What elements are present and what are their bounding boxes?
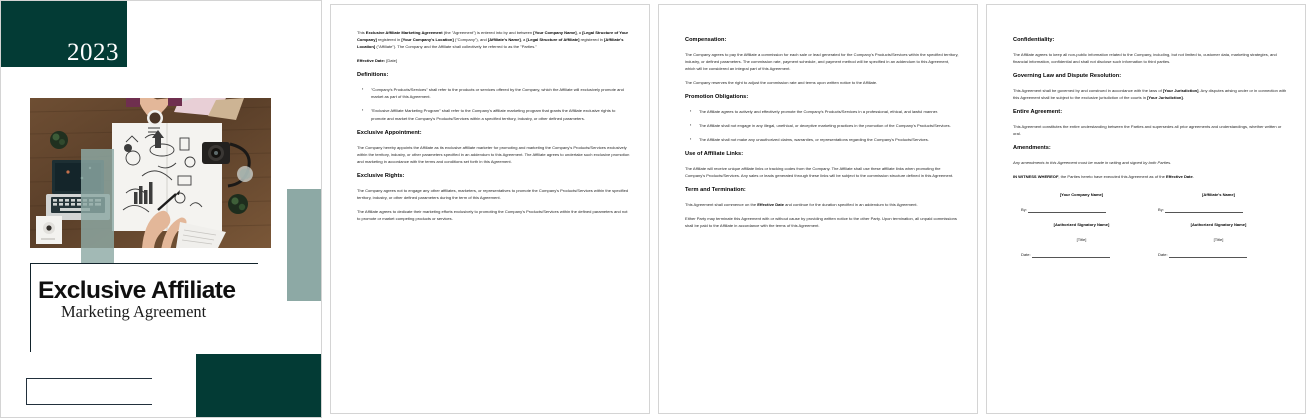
signature-by-line — [1013, 206, 1150, 213]
affiliate-links-body: The Affiliate will receive unique affiliate links or tracking codes from the Company. The Affiliate shall use these affiliate links when promoting the Company's Products/Services. Any sales or leads generated through these links will be subject to the commission structure defined in this Agreement. — [685, 166, 954, 179]
signature-by-line — [1150, 206, 1287, 213]
signature-authorized-name: [Authorized Signatory Name] — [1053, 222, 1110, 228]
list-item: ▪ "Exclusive Affiliate Marketing Program" shall refer to the Company's affiliate marketing program that grants the Affiliate exclusive rights to promote and market the Company's Products/Services within a specified territory, industry, or other defined parameters. — [366, 107, 631, 121]
witness-tail: . — [1192, 173, 1194, 179]
confidentiality-heading: Confidentiality: — [1013, 37, 1055, 43]
cover-photo — [30, 98, 271, 248]
page-4-content — [1013, 29, 1287, 258]
page-3 — [658, 4, 978, 414]
signature-title: [Title] — [1076, 237, 1087, 243]
witness-clause — [1013, 173, 1287, 180]
cover-sage-accent-overlay — [81, 149, 114, 264]
cover-year: 2023 — [67, 39, 119, 66]
exclusive-appointment-body: The Company hereby appoints the Affiliate as its exclusive affiliate marketer for promoting and marketing the Company's Products/Services exclusively within the territory, industry, or other parameters specified in an addendum to this Agreement. The Affiliate agrees to undertake such exclusive promotion and marketing in accordance with the terms and conditions set forth in this Agreement. — [357, 144, 630, 164]
signature-line[interactable] — [1165, 208, 1243, 213]
list-item: ▪ The Affiliate shall not make any unauthorized claims, warranties, or representations regarding the Company's Products/Services. — [694, 136, 959, 143]
compensation-heading: Compensation: — [685, 37, 727, 43]
list-item: ▪ The Affiliate agrees to actively and effectively promote the Company's Products/Services in a professional, ethical, and lawful manner. — [694, 108, 959, 115]
witness-lead: IN WITNESS WHEREOF — [1013, 173, 1059, 179]
intro-paragraph: This Exclusive Affiliate Marketing Agreement (the "Agreement") is entered into by and between [Your Company Name], a [Legal Structure of Your Company] registered in [Your Company's Location] ("Company"), and [Affiliate's Name], a [Legal Structure of Affiliate] registered in [Affiliate's Location] ("Affiliate"). The Company and the Affiliate shall collectively be referred to as the "Parties." — [357, 30, 629, 50]
governing-law-body — [1013, 87, 1287, 101]
exclusive-rights-body-2: The Affiliate agrees to dedicate their marketing efforts exclusively to promoting the Company's Products/Services within the defined parameters and not to promote or market competing products or services. — [357, 208, 628, 221]
list-item: ▪ "Company's Products/Services" shall refer to the products or services offered by the Company, which the Affiliate will exclusively promote and market as part of this Agreement. — [366, 86, 631, 100]
exclusive-appointment-heading: Exclusive Appointment: — [357, 129, 422, 136]
term-body-lead: This Agreement shall commence on the — [685, 202, 758, 208]
date-line[interactable] — [1032, 253, 1110, 258]
promotion-obligations-heading: Promotion Obligations: — [685, 94, 749, 101]
page-2-content — [357, 29, 631, 229]
confidentiality-body: The Affiliate agrees to keep all non-public information related to the Company, including, but not limited to, customer data, marketing strategies, and financial information, confidential and shall not disclose such information to third parties. — [1013, 51, 1277, 64]
governing-law-heading: Governing Law and Dispute Resolution: — [1013, 73, 1122, 80]
cover-top-green-bar — [1, 1, 127, 67]
list-item: ▪ The Affiliate shall not engage in any illegal, unethical, or deceptive marketing practices in the promotion of the Company's Products/Services. — [694, 122, 959, 129]
desk-flatlay-illustration — [30, 98, 271, 248]
effective-date-value: [Date] — [386, 58, 398, 64]
compensation-body-1: The Company agrees to pay the Affiliate a commission for each sale or lead generated for the Company's Products/Services within the specified territory, industry, or defined parameters. The commission rate, payment schedule, and payment method will be specified in an addendum to this Agreement, which will be considered an integral part of this Agreement. — [685, 51, 959, 72]
compensation-body-2: The Company reserves the right to adjust the commission rate and terms upon written notice to the Affiliate. — [685, 79, 878, 85]
effective-date-label: Effective Date: — [357, 58, 386, 64]
page-1-cover — [0, 0, 322, 418]
signature-party-name: [Your Company Name] — [1059, 191, 1104, 197]
exclusive-rights-heading: Exclusive Rights: — [357, 173, 405, 180]
amendments-heading: Amendments: — [1013, 145, 1051, 152]
term-termination-body-1 — [685, 201, 959, 208]
cover-sage-accent-right — [287, 189, 322, 301]
cover-bottom-frame — [26, 378, 152, 405]
definitions-heading: Definitions: — [357, 72, 389, 79]
governing-tail: . — [1182, 95, 1184, 101]
entire-agreement-heading: Entire Agreement: — [1013, 109, 1063, 116]
page-3-content — [685, 29, 959, 236]
signature-column-affiliate — [1150, 191, 1287, 258]
signature-by-label: By: — [1021, 207, 1027, 213]
term-termination-heading: Term and Termination: — [685, 187, 746, 194]
signature-date-line — [1150, 251, 1287, 258]
governing-lead: This Agreement shall be governed by and construed in accordance with the laws of — [1013, 87, 1163, 93]
jurisdiction-token-2: [Your Jurisdiction] — [1147, 95, 1183, 101]
amendments-text: Any amendments to this Agreement must be made in writing and signed by both Parties. — [1013, 160, 1172, 166]
effective-date-line — [357, 57, 631, 64]
signature-authorized-name: [Authorized Signatory Name] — [1190, 222, 1247, 228]
page-2 — [330, 4, 650, 414]
affiliate-links-heading: Use of Affiliate Links: — [685, 151, 744, 158]
amendments-body — [1013, 159, 1287, 166]
signature-column-company — [1013, 191, 1150, 258]
page-4 — [986, 4, 1306, 414]
agreement-name: Exclusive Affiliate Marketing Agreement — [365, 30, 443, 35]
term-body-tail: and continue for the duration specified in an addendum to this Agreement. — [783, 202, 918, 208]
date-line[interactable] — [1169, 253, 1247, 258]
witness-effective-date: Effective Date — [1165, 173, 1193, 179]
signature-date-label: Date: — [1158, 252, 1168, 258]
signature-date-label: Date: — [1021, 252, 1031, 258]
signature-title: [Title] — [1213, 237, 1224, 243]
entire-agreement-body: This Agreement constitutes the entire understanding between the Parties and supersedes all prior agreements and understandings, whether written or oral. — [1013, 123, 1282, 137]
term-termination-body-2: Either Party may terminate this Agreement with or without cause by providing written notice to the other Party. Upon termination, all unpaid commissions shall be paid to the Affiliate in accordance with the terms of this Agreement. — [685, 215, 957, 229]
effective-date-emphasis: Effective Date — [757, 202, 784, 208]
governing-mid: . Any disputes arising under or in connection with this Agreement shall be subject to the exclusive jurisdiction of the courts in — [1013, 87, 1287, 101]
cover-title-main: Exclusive Affiliate — [38, 277, 236, 304]
jurisdiction-token-1: [Your Jurisdiction] — [1162, 87, 1199, 93]
signature-by-label: By: — [1158, 207, 1164, 213]
signature-line[interactable] — [1028, 208, 1106, 213]
promotion-obligations-list — [685, 108, 959, 144]
exclusive-rights-body-1: The Company agrees not to engage any other affiliates, marketers, or representatives to promote the Company's Products/Services within the specified territory, industry, or other defined parameters during the term of this Agreement. — [357, 187, 629, 201]
cover-title-subtitle: Marketing Agreement — [61, 302, 207, 321]
definitions-list — [357, 86, 631, 122]
signature-block — [1013, 191, 1287, 258]
witness-mid: , the Parties hereto have executed this Agreement as of the — [1058, 173, 1166, 179]
signature-date-line — [1013, 251, 1150, 258]
cover-bottom-right-green-block — [196, 354, 322, 418]
signature-party-name: [Affiliate's Name] — [1202, 191, 1235, 197]
